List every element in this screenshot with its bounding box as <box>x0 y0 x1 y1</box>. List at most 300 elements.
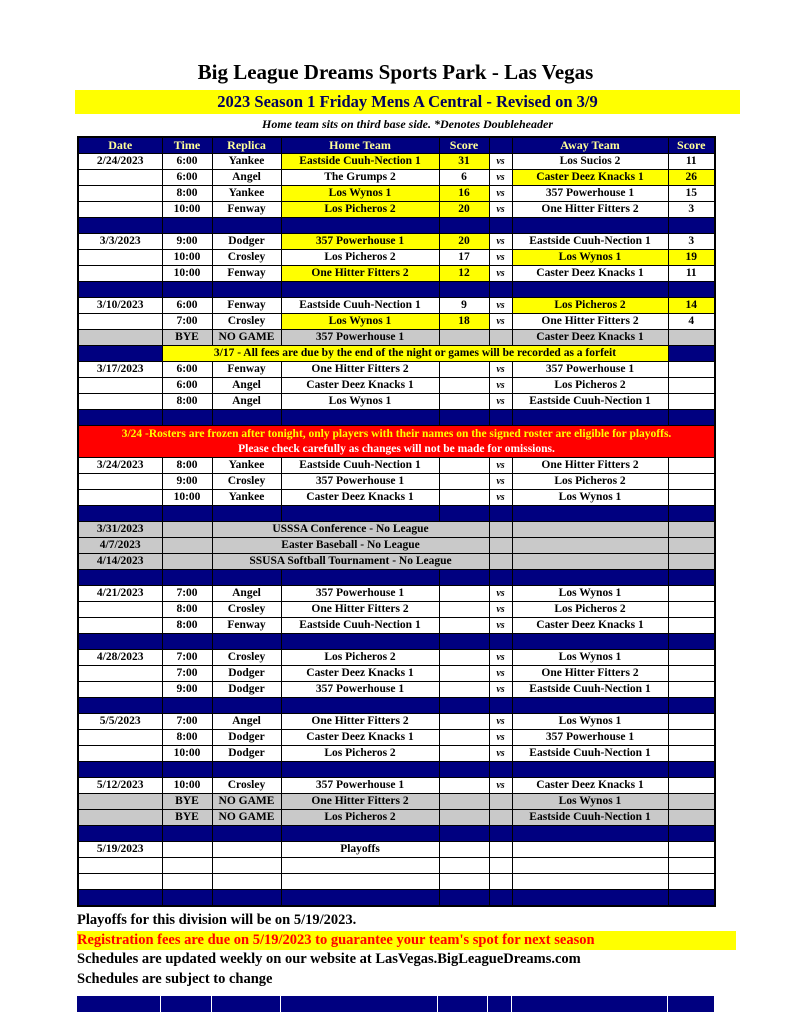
roster-alert-row <box>78 426 715 458</box>
vs-cell: vs <box>489 250 512 266</box>
home-score-cell: 20 <box>439 202 489 218</box>
vs-cell: vs <box>489 618 512 634</box>
playoffs-note: Playoffs for this division will be on 5/19/2023. <box>77 912 357 928</box>
away-team-cell: Los Wynos 1 <box>512 250 668 266</box>
date-cell <box>78 730 162 746</box>
away-team-cell <box>512 698 668 714</box>
replica-cell: Yankee <box>212 490 281 506</box>
away-score-cell <box>668 666 715 682</box>
home-score-cell <box>439 746 489 762</box>
replica-cell: NO GAME <box>212 330 281 346</box>
time-cell: 10:00 <box>162 266 212 282</box>
time-header: Time <box>162 137 212 154</box>
separator-row <box>78 826 715 842</box>
date-cell: 3/31/2023 <box>78 522 162 538</box>
away-score-cell <box>668 410 715 426</box>
home-team-cell: 357 Powerhouse 1 <box>281 234 439 250</box>
bar-segment <box>438 996 488 1012</box>
away-score-cell: 11 <box>668 266 715 282</box>
home-team-cell: Caster Deez Knacks 1 <box>281 730 439 746</box>
home-score-cell <box>439 218 489 234</box>
date-cell <box>78 570 162 586</box>
away-score-cell <box>668 394 715 410</box>
home-score-cell <box>439 778 489 794</box>
time-cell: 6:00 <box>162 170 212 186</box>
away-team-cell <box>512 554 668 570</box>
away-team-cell <box>512 762 668 778</box>
time-cell: 7:00 <box>162 666 212 682</box>
date-cell: 5/12/2023 <box>78 778 162 794</box>
away-team-cell: Los Picheros 2 <box>512 378 668 394</box>
schedule-table-header <box>78 137 715 154</box>
away-score-cell <box>668 682 715 698</box>
bar-segment <box>77 996 161 1012</box>
home-team-note: Home team sits on third base side. *Denotes Doubleheader <box>262 117 553 131</box>
vs-cell: vs <box>489 378 512 394</box>
home-team-cell <box>281 874 439 890</box>
vs-cell: vs <box>489 394 512 410</box>
bar-segment <box>281 996 438 1012</box>
separator-row <box>78 506 715 522</box>
date-cell <box>78 810 162 826</box>
replica-cell <box>212 634 281 650</box>
vs-cell <box>489 570 512 586</box>
vs-cell <box>489 826 512 842</box>
vs-cell: vs <box>489 650 512 666</box>
away-team-cell: 357 Powerhouse 1 <box>512 186 668 202</box>
replica-cell <box>212 218 281 234</box>
home-team-cell: Playoffs <box>281 842 439 858</box>
home-team-cell: The Grumps 2 <box>281 170 439 186</box>
date-cell <box>78 250 162 266</box>
time-cell: BYE <box>162 330 212 346</box>
away-team-cell <box>512 634 668 650</box>
away-team-cell: One Hitter Fitters 2 <box>512 458 668 474</box>
away-team-cell: One Hitter Fitters 2 <box>512 202 668 218</box>
time-cell <box>162 410 212 426</box>
away-score-cell <box>668 458 715 474</box>
date-cell: 2/24/2023 <box>78 154 162 170</box>
away-score-cell <box>668 778 715 794</box>
vs-cell: vs <box>489 666 512 682</box>
replica-cell: NO GAME <box>212 794 281 810</box>
vs-cell: vs <box>489 746 512 762</box>
game-row <box>78 202 715 218</box>
game-row <box>78 314 715 330</box>
game-row <box>78 154 715 170</box>
game-row <box>78 378 715 394</box>
away-score-cell <box>668 698 715 714</box>
time-cell: 7:00 <box>162 314 212 330</box>
away-team-cell: One Hitter Fitters 2 <box>512 314 668 330</box>
replica-cell: Crosley <box>212 778 281 794</box>
replica-cell <box>212 570 281 586</box>
away-score-cell: 4 <box>668 314 715 330</box>
home-score-cell <box>439 378 489 394</box>
date-cell: 3/3/2023 <box>78 234 162 250</box>
time-cell: 9:00 <box>162 234 212 250</box>
home-score-cell <box>439 730 489 746</box>
away-team-cell <box>512 410 668 426</box>
home-team-cell: One Hitter Fitters 2 <box>281 714 439 730</box>
game-row <box>78 490 715 506</box>
vs-cell <box>489 634 512 650</box>
replica-cell <box>212 874 281 890</box>
time-cell <box>162 842 212 858</box>
date-cell <box>78 618 162 634</box>
game-row <box>78 650 715 666</box>
home-team-cell <box>281 410 439 426</box>
date-cell <box>78 186 162 202</box>
home-score-cell <box>439 826 489 842</box>
website-note: Schedules are updated weekly on our website at LasVegas.BigLeagueDreams.com <box>77 951 581 967</box>
away-team-cell: Eastside Cuuh-Nection 1 <box>512 234 668 250</box>
date-cell: 4/14/2023 <box>78 554 162 570</box>
away-score-cell <box>668 730 715 746</box>
date-cell <box>78 378 162 394</box>
away-team-cell: Caster Deez Knacks 1 <box>512 618 668 634</box>
replica-cell <box>212 890 281 907</box>
date-cell: 4/21/2023 <box>78 586 162 602</box>
home-score-cell: 18 <box>439 314 489 330</box>
game-row <box>78 666 715 682</box>
home-score-cell <box>439 330 489 346</box>
home-score-cell <box>439 490 489 506</box>
playoffs-row <box>78 842 715 858</box>
time-cell: 9:00 <box>162 474 212 490</box>
replica-cell: Crosley <box>212 250 281 266</box>
time-cell <box>162 522 212 538</box>
home-team-cell: 357 Powerhouse 1 <box>281 586 439 602</box>
replica-cell: Dodger <box>212 746 281 762</box>
replica-cell: Dodger <box>212 682 281 698</box>
date-cell: 5/19/2023 <box>78 842 162 858</box>
game-row <box>78 474 715 490</box>
vs-cell <box>489 410 512 426</box>
replica-cell <box>212 410 281 426</box>
vs-cell <box>489 330 512 346</box>
away-score-cell <box>668 794 715 810</box>
no-league-row <box>78 522 715 538</box>
home-team-cell <box>281 826 439 842</box>
game-row <box>78 586 715 602</box>
home-team-cell: 357 Powerhouse 1 <box>281 474 439 490</box>
away-team-cell <box>512 506 668 522</box>
away-score-cell <box>668 618 715 634</box>
home-team-cell: 357 Powerhouse 1 <box>281 330 439 346</box>
home-score-cell <box>439 842 489 858</box>
info-text-cell: Easter Baseball - No League <box>212 538 489 554</box>
away-score-cell <box>668 538 715 554</box>
date-cell <box>78 506 162 522</box>
home-team-cell: Los Wynos 1 <box>281 314 439 330</box>
away-team-cell: Caster Deez Knacks 1 <box>512 170 668 186</box>
notice-text-cell: 3/17 - All fees are due by the end of the night or games will be recorded as a forfeit <box>162 346 668 362</box>
vs-cell: vs <box>489 234 512 250</box>
separator-row <box>78 282 715 298</box>
date-cell <box>78 266 162 282</box>
footer <box>77 911 791 989</box>
replica-cell: Crosley <box>212 474 281 490</box>
home-score-cell <box>439 586 489 602</box>
schedule-table-body <box>78 154 715 907</box>
time-cell <box>162 826 212 842</box>
home-score-cell <box>439 794 489 810</box>
vs-cell <box>489 554 512 570</box>
home-team-header: Home Team <box>281 137 439 154</box>
replica-cell: Fenway <box>212 618 281 634</box>
home-team-cell: 357 Powerhouse 1 <box>281 682 439 698</box>
date-cell <box>78 634 162 650</box>
time-cell <box>162 554 212 570</box>
date-cell <box>78 794 162 810</box>
home-score-cell <box>439 634 489 650</box>
date-cell <box>78 874 162 890</box>
away-score-cell <box>668 282 715 298</box>
vs-cell: vs <box>489 362 512 378</box>
home-team-cell: One Hitter Fitters 2 <box>281 794 439 810</box>
date-cell <box>78 762 162 778</box>
home-score-cell <box>439 666 489 682</box>
away-team-cell <box>512 842 668 858</box>
time-cell <box>162 538 212 554</box>
empty-row <box>78 874 715 890</box>
home-team-cell: 357 Powerhouse 1 <box>281 778 439 794</box>
replica-cell: Angel <box>212 394 281 410</box>
away-score-cell <box>668 890 715 907</box>
home-score-cell <box>439 714 489 730</box>
home-score-cell <box>439 394 489 410</box>
vs-cell: vs <box>489 154 512 170</box>
away-score-cell <box>668 570 715 586</box>
away-score-cell <box>668 490 715 506</box>
time-cell <box>162 506 212 522</box>
vs-cell: vs <box>489 778 512 794</box>
vs-cell <box>489 538 512 554</box>
replica-cell: Fenway <box>212 298 281 314</box>
away-team-cell <box>512 218 668 234</box>
time-cell <box>162 698 212 714</box>
separator-row <box>78 218 715 234</box>
time-cell: 7:00 <box>162 650 212 666</box>
away-team-cell <box>512 874 668 890</box>
game-row <box>78 394 715 410</box>
alert-text-cell: 3/24 -Rosters are frozen after tonight, only players with their names on the signed roster are eligible for playoffs. Please check carefully as changes will not be made for omissions. <box>78 426 715 458</box>
replica-cell <box>212 842 281 858</box>
home-team-cell: Los Picheros 2 <box>281 202 439 218</box>
vs-cell <box>489 874 512 890</box>
date-cell: 4/7/2023 <box>78 538 162 554</box>
home-team-cell: Los Picheros 2 <box>281 746 439 762</box>
replica-cell: Dodger <box>212 234 281 250</box>
vs-cell <box>489 698 512 714</box>
home-team-cell: Los Picheros 2 <box>281 810 439 826</box>
away-team-header: Away Team <box>512 137 668 154</box>
time-cell: BYE <box>162 794 212 810</box>
away-team-cell <box>512 858 668 874</box>
game-row <box>78 618 715 634</box>
away-score-cell <box>668 362 715 378</box>
time-cell <box>162 218 212 234</box>
replica-cell <box>212 826 281 842</box>
bottom-separator-bar <box>77 996 714 1012</box>
home-score-cell <box>439 698 489 714</box>
time-cell: 10:00 <box>162 778 212 794</box>
replica-cell <box>212 506 281 522</box>
home-score-cell <box>439 810 489 826</box>
replica-cell: Fenway <box>212 266 281 282</box>
time-cell: 8:00 <box>162 186 212 202</box>
fees-notice-row <box>78 346 715 362</box>
replica-cell <box>212 762 281 778</box>
time-cell: 6:00 <box>162 298 212 314</box>
game-row <box>78 250 715 266</box>
home-score-cell <box>439 410 489 426</box>
time-cell: 10:00 <box>162 746 212 762</box>
no-league-row <box>78 538 715 554</box>
home-team-cell <box>281 858 439 874</box>
vs-cell <box>489 794 512 810</box>
away-score-cell: 14 <box>668 298 715 314</box>
date-cell <box>78 330 162 346</box>
change-note: Schedules are subject to change <box>77 970 273 987</box>
replica-cell <box>212 282 281 298</box>
bar-segment <box>212 996 281 1012</box>
away-team-cell <box>512 538 668 554</box>
replica-cell <box>212 698 281 714</box>
away-score-header: Score <box>668 137 715 154</box>
time-cell: 7:00 <box>162 586 212 602</box>
vs-cell <box>489 890 512 907</box>
time-cell: 9:00 <box>162 682 212 698</box>
away-team-cell: Eastside Cuuh-Nection 1 <box>512 394 668 410</box>
game-row <box>78 682 715 698</box>
game-row <box>78 778 715 794</box>
time-cell <box>162 282 212 298</box>
time-cell: 8:00 <box>162 602 212 618</box>
home-team-cell <box>281 218 439 234</box>
vs-cell: vs <box>489 170 512 186</box>
game-row <box>78 234 715 250</box>
replica-cell: Angel <box>212 378 281 394</box>
home-score-cell <box>439 762 489 778</box>
season-banner: 2023 Season 1 Friday Mens A Central - Revised on 3/9 <box>75 90 740 114</box>
vs-cell: vs <box>489 490 512 506</box>
home-score-cell <box>439 858 489 874</box>
home-team-cell: Los Wynos 1 <box>281 394 439 410</box>
home-team-cell: Caster Deez Knacks 1 <box>281 378 439 394</box>
vs-cell: vs <box>489 730 512 746</box>
away-score-cell <box>668 634 715 650</box>
away-score-cell <box>668 714 715 730</box>
away-score-cell <box>668 218 715 234</box>
separator-row <box>78 890 715 907</box>
game-row <box>78 186 715 202</box>
date-cell: 3/17/2023 <box>78 362 162 378</box>
home-score-cell: 31 <box>439 154 489 170</box>
home-score-cell: 20 <box>439 234 489 250</box>
game-row <box>78 298 715 314</box>
schedule-table <box>77 136 716 907</box>
away-score-cell <box>668 330 715 346</box>
home-team-cell: Eastside Cuuh-Nection 1 <box>281 298 439 314</box>
date-cell <box>78 218 162 234</box>
game-row <box>78 746 715 762</box>
replica-cell: Dodger <box>212 730 281 746</box>
home-team-cell: Caster Deez Knacks 1 <box>281 666 439 682</box>
time-cell <box>162 874 212 890</box>
home-team-cell: Los Picheros 2 <box>281 250 439 266</box>
home-team-cell: Caster Deez Knacks 1 <box>281 490 439 506</box>
date-cell <box>78 890 162 907</box>
bye-row <box>78 810 715 826</box>
vs-cell <box>489 762 512 778</box>
replica-cell: Angel <box>212 586 281 602</box>
home-score-cell <box>439 474 489 490</box>
vs-cell <box>489 810 512 826</box>
separator-row <box>78 762 715 778</box>
home-score-cell <box>439 874 489 890</box>
bar-segment <box>668 996 714 1012</box>
replica-cell: Yankee <box>212 154 281 170</box>
home-team-cell: Eastside Cuuh-Nection 1 <box>281 458 439 474</box>
replica-cell: NO GAME <box>212 810 281 826</box>
vs-cell: vs <box>489 474 512 490</box>
away-score-cell: 19 <box>668 250 715 266</box>
time-cell: 10:00 <box>162 490 212 506</box>
away-score-cell <box>668 522 715 538</box>
page-title: Big League Dreams Sports Park - Las Vegas <box>197 60 594 84</box>
away-score-cell <box>668 874 715 890</box>
replica-cell <box>212 858 281 874</box>
replica-cell: Fenway <box>212 362 281 378</box>
away-score-cell <box>668 378 715 394</box>
home-score-cell <box>439 458 489 474</box>
home-score-cell <box>439 890 489 907</box>
away-score-cell <box>668 474 715 490</box>
game-row <box>78 602 715 618</box>
home-team-cell <box>281 698 439 714</box>
home-team-cell: Los Picheros 2 <box>281 650 439 666</box>
date-cell: 5/5/2023 <box>78 714 162 730</box>
date-cell <box>78 682 162 698</box>
away-score-cell <box>668 650 715 666</box>
away-score-cell <box>668 842 715 858</box>
away-team-cell: Los Picheros 2 <box>512 474 668 490</box>
away-score-cell <box>668 602 715 618</box>
date-cell <box>78 282 162 298</box>
date-cell <box>78 858 162 874</box>
time-cell: 8:00 <box>162 458 212 474</box>
time-cell: BYE <box>162 810 212 826</box>
game-row <box>78 458 715 474</box>
home-team-cell <box>281 634 439 650</box>
away-team-cell: Los Sucios 2 <box>512 154 668 170</box>
away-score-cell <box>668 346 715 362</box>
replica-cell: Dodger <box>212 666 281 682</box>
away-team-cell: Caster Deez Knacks 1 <box>512 778 668 794</box>
vs-cell: vs <box>489 586 512 602</box>
no-league-row <box>78 554 715 570</box>
replica-cell: Yankee <box>212 458 281 474</box>
away-team-cell: Eastside Cuuh-Nection 1 <box>512 746 668 762</box>
date-cell <box>78 490 162 506</box>
home-team-cell: One Hitter Fitters 2 <box>281 602 439 618</box>
away-score-cell <box>668 826 715 842</box>
time-cell <box>162 762 212 778</box>
date-cell <box>78 698 162 714</box>
vs-cell: vs <box>489 186 512 202</box>
